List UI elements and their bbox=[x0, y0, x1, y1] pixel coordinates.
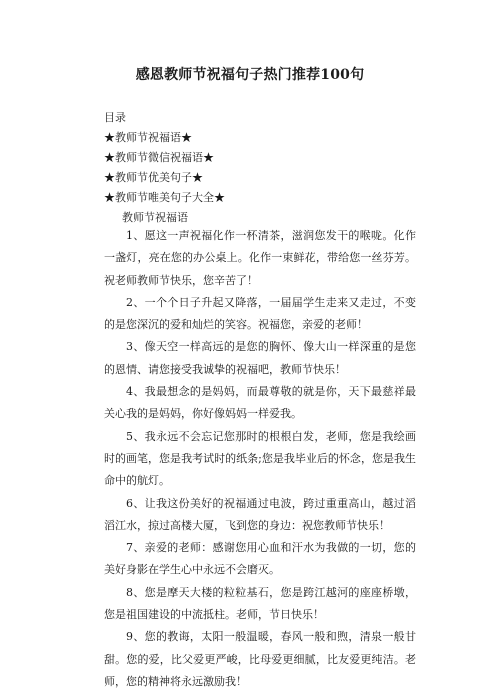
body-text bbox=[104, 225, 416, 693]
page-title: 感恩教师节祝福句子热门推荐100句 bbox=[135, 67, 365, 83]
paragraph: 3、像天空一样高远的是您的胸怀、像大山一样深重的是您的恩情、请您接受我诚挚的祝福吧，教师节快乐！ bbox=[104, 340, 416, 376]
toc-heading: 目录 bbox=[104, 111, 126, 124]
section-heading: 教师节祝福语 bbox=[122, 211, 188, 224]
toc-item[interactable]: ★教师节唯美句子大全★ bbox=[104, 191, 225, 204]
paragraph: 6、让我这份美好的祝福通过电波，跨过重重高山，越过滔滔江水，掠过高楼大厦，飞到您的身边：祝您教师节快乐！ bbox=[104, 496, 416, 532]
table-of-contents bbox=[104, 108, 434, 208]
paragraph: 2、一个个日子升起又降落，一届届学生走来又走过，不变的是您深沉的爱和灿烂的笑容。祝福您，亲爱的老师！ bbox=[104, 295, 416, 332]
toc-item[interactable]: ★教师节微信祝福语★ bbox=[104, 151, 214, 164]
paragraph: 7、亲爱的老师：感谢您用心血和汗水为我做的一切，您的美好身影在学生心中永远不会磨灭。 bbox=[104, 541, 416, 577]
paragraph: 1、愿这一声祝福化作一杯清茶，滋润您发干的喉咙。化作一盏灯，亮在您的办公桌上。化作一束鲜花，带给您一丝芬芳。祝老师教师节快乐，您辛苦了！ bbox=[104, 229, 416, 287]
paragraph: 4、我最想念的是妈妈，而最尊敬的就是你，天下最慈祥最关心我的是妈妈，你好像妈妈一样爱我。 bbox=[104, 385, 416, 421]
toc-item[interactable]: ★教师节祝福语★ bbox=[104, 131, 192, 144]
paragraph: 8、您是摩天大楼的粒粒基石，您是跨江越河的座座桥墩，您是祖国建设的中流抵柱。老师，节日快乐！ bbox=[104, 585, 416, 622]
toc-item[interactable]: ★教师节优美句子★ bbox=[104, 171, 203, 184]
paragraph: 9、您的教诲，太阳一般温暖，春风一般和煦，清泉一般甘甜。您的爱，比父爱更严峻，比母爱更细腻，比友爱更纯洁。老师，您的精神将永远激励我！ bbox=[104, 630, 416, 688]
paragraph: 5、我永远不会忘记您那时的根根白发，老师，您是我绘画时的画笔，您是我考试时的纸条;您是我毕业后的怀念，您是我生命中的航灯。 bbox=[104, 429, 416, 488]
